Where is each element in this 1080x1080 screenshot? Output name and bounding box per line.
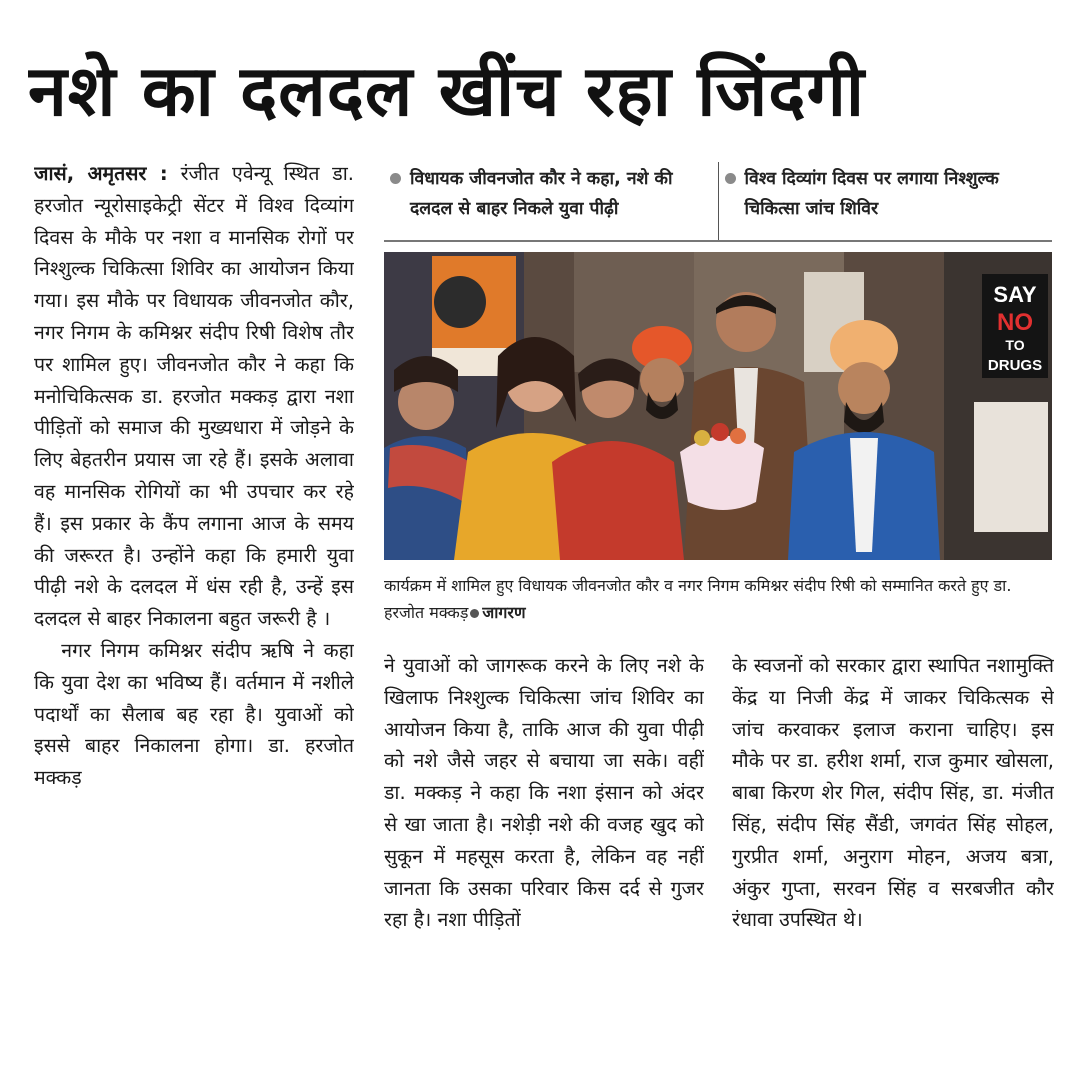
poster-line: NO (997, 309, 1033, 336)
caption-text: कार्यक्रम में शामिल हुए विधायक जीवनजोत कौर व नगर निगम कमिश्नर संदीप रिषी को सम्मानित करते हुए डा. हरजोत मक्कड़ (384, 576, 1012, 622)
dateline: जासं, अमृतसर : (34, 162, 168, 185)
article-column-1 (34, 158, 354, 1038)
article-column-2 (384, 650, 704, 1035)
article-text: रंजीत एवेन्यू स्थित डा. हरजोत न्यूरोसाइकेट्री सेंटर में विश्व दिव्यांग दिवस के मौके पर नशा व मानसिक रोगों पर निश्शुल्क चिकित्सा शिविर का आयोजन किया गया। इस मौके पर विधायक जीवनजोत कौर, नगर निगम के कमिश्नर संदीप रिषी विशेष तौर पर शामिल हुए। जीवनजोत कौर ने कहा कि मनोचिकित्सक डा. हरजोत मक्कड़ द्वारा नशा पीड़ितों को समाज की मुख्यधारा में जोड़ने के लिए बेहतरीन प्रयास जा रहे हैं। इसके अलावा वह मानसिक रोगियों का भी उपचार कर रहे हैं। इस प्रकार के कैंप लगाना आज के समय की जरूरत है। उन्होंने कहा कि हमारी युवा पीढ़ी नशे के दलदल में धंस रही है, उन्हें इस दलदल से बाहर निकालना बहुत जरूरी है । (34, 162, 354, 631)
credit-bullet-icon (470, 609, 479, 618)
highlight-item (718, 162, 1053, 240)
article-column-3 (732, 650, 1054, 1035)
highlight-item (384, 162, 718, 240)
article-paragraph: ने युवाओं को जागरूक करने के लिए नशे के खिलाफ निश्शुल्क चिकित्सा जांच शिविर का आयोजन किया है, ताकि आज की युवा पीढ़ी को नशे जैसे जहर से बचाया जा सके। वहीं डा. मक्कड़ ने कहा कि नशा इंसान को अंदर से खा जाता है। नशेड़ी नशे की वजह खुद को सुकून में महसूस करता है, लेकिन वह नहीं जानता कि उसका परिवार किस दर्द से गुजर रहा है। नशा पीड़ितों (384, 654, 704, 932)
poster-line: SAY (993, 282, 1037, 307)
poster-say-no-to-drugs (982, 274, 1048, 378)
poster-line: TO (1005, 337, 1025, 353)
article-paragraph: नगर निगम कमिश्नर संदीप ऋषि ने कहा कि युवा देश का भविष्य हैं। वर्तमान में नशीले पदार्थों का सैलाब बह रहा है। युवाओं को इससे बाहर निकालना होगा। डा. हरजोत मक्कड़ (34, 638, 354, 790)
photo-credit: जागरण (482, 603, 526, 622)
headline: नशे का दलदल खींच रहा जिंदगी (28, 50, 865, 132)
highlights-strip (384, 162, 1052, 242)
photo-caption (384, 572, 1052, 626)
article-paragraph (34, 158, 354, 635)
bullet-icon (725, 173, 736, 184)
bullet-icon (390, 173, 401, 184)
news-photo (384, 252, 1052, 560)
poster-line: DRUGS (987, 357, 1043, 374)
highlight-text: विधायक जीवनजोत कौर ने कहा, नशे की दलदल से बाहर निकले युवा पीढ़ी (410, 169, 673, 219)
highlight-text: विश्व दिव्यांग दिवस पर लगाया निश्शुल्क चिकित्सा जांच शिविर (744, 169, 999, 219)
article-paragraph: के स्वजनों को सरकार द्वारा स्थापित नशामुक्ति केंद्र या निजी केंद्र में जाकर चिकित्सक से जांच करवाकर इलाज कराना चाहिए। इस मौके पर डा. हरीश शर्मा, राज कुमार खोसला, बाबा किरण शेर गिल, संदीप सिंह, डा. मंजीत सिंह, संदीप सिंह सैंडी, जगवंत सिंह सोहल, गुरप्रीत शर्मा, अनुराग मोहन, अजय बत्रा, अंकुर गुप्ता, सरवन सिंह व सरबजीत कौर रंधावा उपस्थित थे। (732, 654, 1054, 932)
